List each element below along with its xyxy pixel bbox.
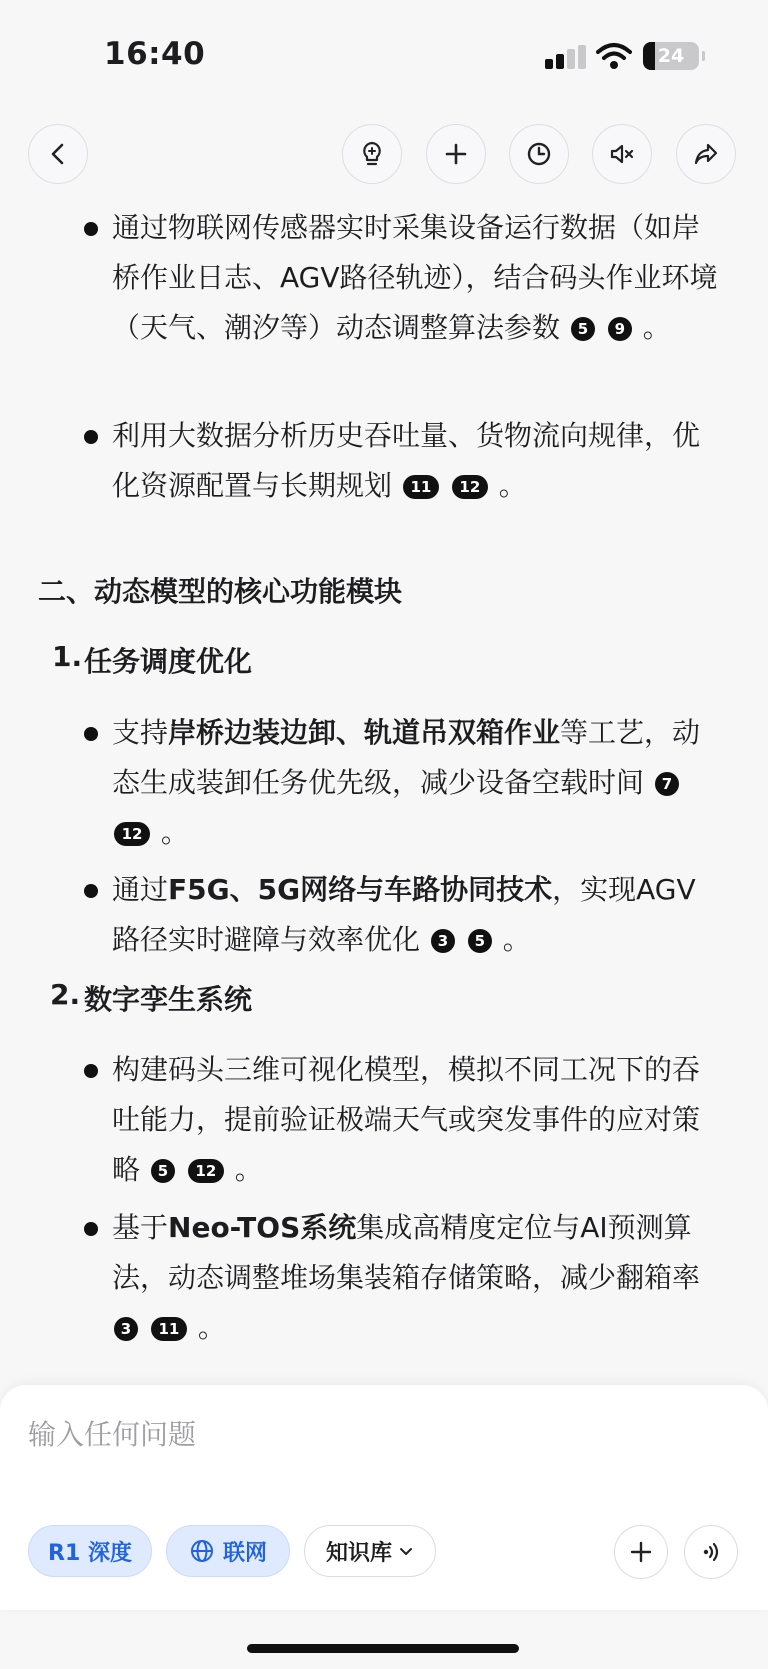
clock-icon [524,139,554,169]
share-button[interactable] [676,124,736,184]
list-item-text: 利用大数据分析历史吞吐量、货物流向规律，优化资源配置与长期规划 [112,419,701,502]
bullet-icon [84,727,98,741]
wifi-icon [596,42,632,70]
mute-button[interactable] [592,124,652,184]
citation-badge[interactable]: 7 [655,772,679,796]
subsection-title: 数字孪生系统 [84,983,253,1016]
share-icon [691,139,721,169]
knowledge-base-label: 知识库 [325,1540,392,1566]
inspiration-button[interactable] [342,124,402,184]
citation-badge[interactable]: 12 [452,475,488,499]
citation-badge[interactable]: 12 [114,822,150,846]
bullet-icon [84,884,98,898]
mute-icon [607,139,637,169]
plus-icon [628,1539,654,1565]
voice-button[interactable] [684,1525,738,1579]
globe-icon [189,1538,215,1564]
battery-level: 24 [657,45,685,67]
list-number: 1. [52,640,83,673]
bullet-icon [84,1222,98,1236]
bullet-icon [84,1064,98,1078]
bullet-icon [84,222,98,236]
history-button[interactable] [509,124,569,184]
message-composer [0,1385,768,1610]
section-heading: 二、动态模型的核心功能模块 [38,575,403,608]
bullet-icon [84,430,98,444]
back-icon [43,139,73,169]
battery-icon [643,42,699,70]
citation-badge[interactable]: 5 [151,1159,175,1183]
citation-badge[interactable]: 12 [188,1159,224,1183]
chevron-down-icon [398,1543,414,1559]
subsection-title: 任务调度优化 [84,645,253,678]
citation-badge[interactable]: 3 [431,929,455,953]
knowledge-base-dropdown[interactable] [304,1525,436,1577]
plus-icon [441,139,471,169]
citation-badge[interactable]: 11 [403,475,439,499]
attach-button[interactable] [614,1525,668,1579]
cellular-signal-icon [545,45,589,69]
deep-think-toggle[interactable] [28,1525,152,1577]
citation-badge[interactable]: 5 [571,317,595,341]
citation-badge[interactable]: 5 [468,929,492,953]
message-input[interactable]: 输入任何问题 [28,1418,197,1451]
web-search-toggle[interactable] [166,1525,290,1577]
chat-content[interactable]: 通过物联网传感器实时采集设备运行数据（如岸桥作业日志、AGV路径轨迹），结合码头作业环境（天气、潮汐等）动态调整算法参数 5 9 。 利用大数据分析历史吞吐量、货物流向规律，优化资源配置与长期规划 11 12 。 二、动态模型的核心功能模块 1. 任务调度优化 支持岸桥边装边卸、轨道吊双箱作业等工艺，动态生成装卸任务优先级，减少设备空载时间 7 12 。 通过F5G、5G网络与车路协同技术，实现AGV路径实时避障与效率优化 3 5 。 2. 数字孪生系统 构建码头三维可视化模型，模拟不同工况下的吞吐能力，提前验证极端天气或突发事件的应对策略 5 12 。 基于Neo-TOS系统集成高精度定位与AI预测算法，动态调整堆场集装箱存储策略，减少翻箱率 3 11 。 [38,211,718,1344]
web-search-label: 联网 [222,1540,267,1566]
voice-icon [698,1539,724,1565]
status-time: 16:40 [104,36,206,72]
citation-badge[interactable]: 9 [608,317,632,341]
citation-badge[interactable]: 3 [114,1317,138,1341]
list-number: 2. [50,978,81,1011]
new-chat-button[interactable] [426,124,486,184]
bulb-icon [357,139,387,169]
home-indicator [247,1644,519,1653]
list-item-text: 通过物联网传感器实时采集设备运行数据（如岸桥作业日志、AGV路径轨迹），结合码头作业环境（天气、潮汐等）动态调整算法参数 [112,211,718,344]
back-button[interactable] [28,124,88,184]
citation-badge[interactable]: 11 [151,1317,187,1341]
status-bar [0,0,768,110]
deep-think-label: R1 深度 [48,1540,132,1566]
